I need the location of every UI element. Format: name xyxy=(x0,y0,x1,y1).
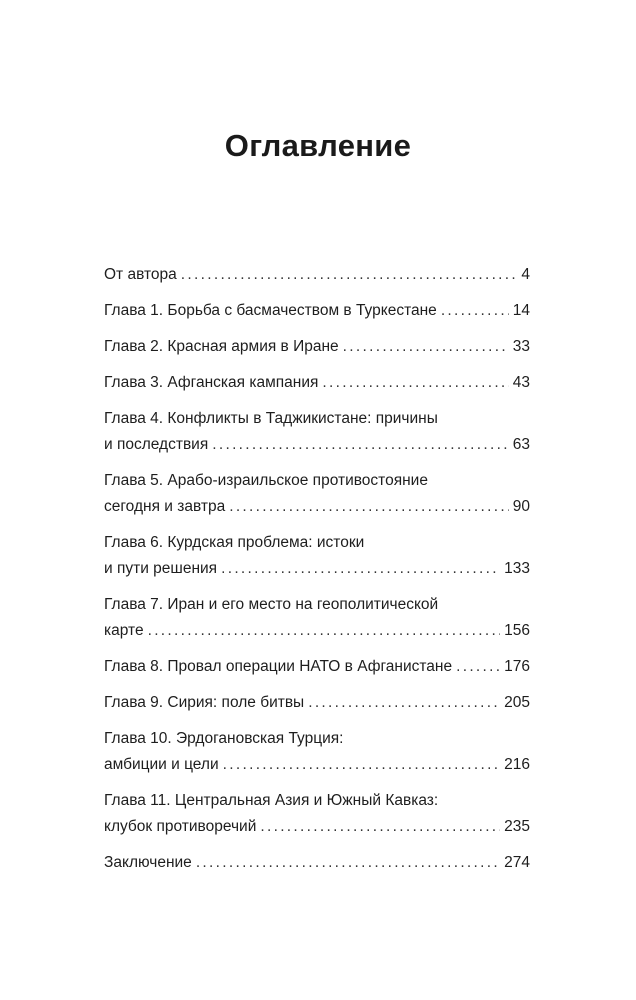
toc-entry-chapter-6[interactable] xyxy=(104,530,530,582)
toc-entry-title: Глава 2. Красная армия в Иране xyxy=(104,338,339,355)
toc-page-number: 156 xyxy=(504,622,530,639)
toc-page-number: 14 xyxy=(512,302,530,319)
toc-page-number: 216 xyxy=(504,756,530,773)
dot-leader xyxy=(212,432,509,458)
toc-entry-title: Заключение xyxy=(104,854,192,871)
toc-entry-chapter-10[interactable] xyxy=(104,726,530,778)
toc-entry-title-continued: и пути решения xyxy=(104,560,218,577)
toc-entry-title: От автора xyxy=(104,266,177,283)
toc-entry-title: Глава 6. Курдская проблема: истоки xyxy=(104,534,365,551)
dot-leader xyxy=(456,654,500,680)
dot-leader xyxy=(343,334,509,360)
toc-page-number: 63 xyxy=(512,436,530,453)
dot-leader xyxy=(196,850,500,876)
dot-leader xyxy=(229,494,509,520)
toc-entry-chapter-4[interactable] xyxy=(104,406,530,458)
toc-entry-title: Глава 10. Эрдогановская Турция: xyxy=(104,730,344,747)
page-title: Оглавление xyxy=(224,128,412,163)
dot-leader xyxy=(148,618,501,644)
dot-leader xyxy=(322,370,508,396)
toc-page-number: 176 xyxy=(504,658,530,675)
toc-page-number: 274 xyxy=(504,854,530,871)
toc-entry-title: Глава 1. Борьба с басмачеством в Туркестане xyxy=(104,302,437,319)
toc-page-number: 33 xyxy=(512,338,530,355)
toc-entry-title: Глава 8. Провал операции НАТО в Афганистане xyxy=(104,658,453,675)
toc-entry-author-note[interactable] xyxy=(104,262,530,288)
dot-leader xyxy=(221,556,500,582)
toc-entry-title-continued: и последствия xyxy=(104,436,209,453)
toc-page-number: 4 xyxy=(521,266,530,283)
dot-leader xyxy=(223,752,501,778)
toc-entry-title: Глава 5. Арабо-израильское противостояние xyxy=(104,472,428,489)
toc-page-number: 133 xyxy=(504,560,530,577)
toc-page-number: 43 xyxy=(512,374,530,391)
toc-entry-conclusion[interactable] xyxy=(104,850,530,876)
toc-entry-title: Глава 4. Конфликты в Таджикистане: причины xyxy=(104,410,438,427)
toc-entry-chapter-7[interactable] xyxy=(104,592,530,644)
toc-entry-chapter-8[interactable] xyxy=(104,654,530,680)
toc-page-number: 90 xyxy=(512,498,530,515)
toc-entry-chapter-5[interactable] xyxy=(104,468,530,520)
toc-entry-chapter-3[interactable] xyxy=(104,370,530,396)
toc-page-number: 205 xyxy=(504,694,530,711)
toc-entry-chapter-9[interactable] xyxy=(104,690,530,716)
dot-leader xyxy=(181,262,518,288)
toc-entry-chapter-1[interactable] xyxy=(104,298,530,324)
toc-entry-title-continued: амбиции и цели xyxy=(104,756,219,773)
toc-entry-title: Глава 11. Центральная Азия и Южный Кавказ: xyxy=(104,792,439,809)
dot-leader xyxy=(441,298,509,324)
toc-entry-title-continued: клубок противоречий xyxy=(104,818,257,835)
toc-entry-title: Глава 9. Сирия: поле битвы xyxy=(104,694,305,711)
toc-page-number: 235 xyxy=(504,818,530,835)
toc-entry-title-continued: сегодня и завтра xyxy=(104,498,226,515)
toc-entry-chapter-11[interactable] xyxy=(104,788,530,840)
toc-entry-title: Глава 7. Иран и его место на геополитической xyxy=(104,596,439,613)
toc-entry-title-continued: карте xyxy=(104,622,144,639)
dot-leader xyxy=(308,690,500,716)
table-of-contents xyxy=(104,262,530,886)
toc-entry-chapter-2[interactable] xyxy=(104,334,530,360)
dot-leader xyxy=(260,814,500,840)
toc-entry-title: Глава 3. Афганская кампания xyxy=(104,374,319,391)
